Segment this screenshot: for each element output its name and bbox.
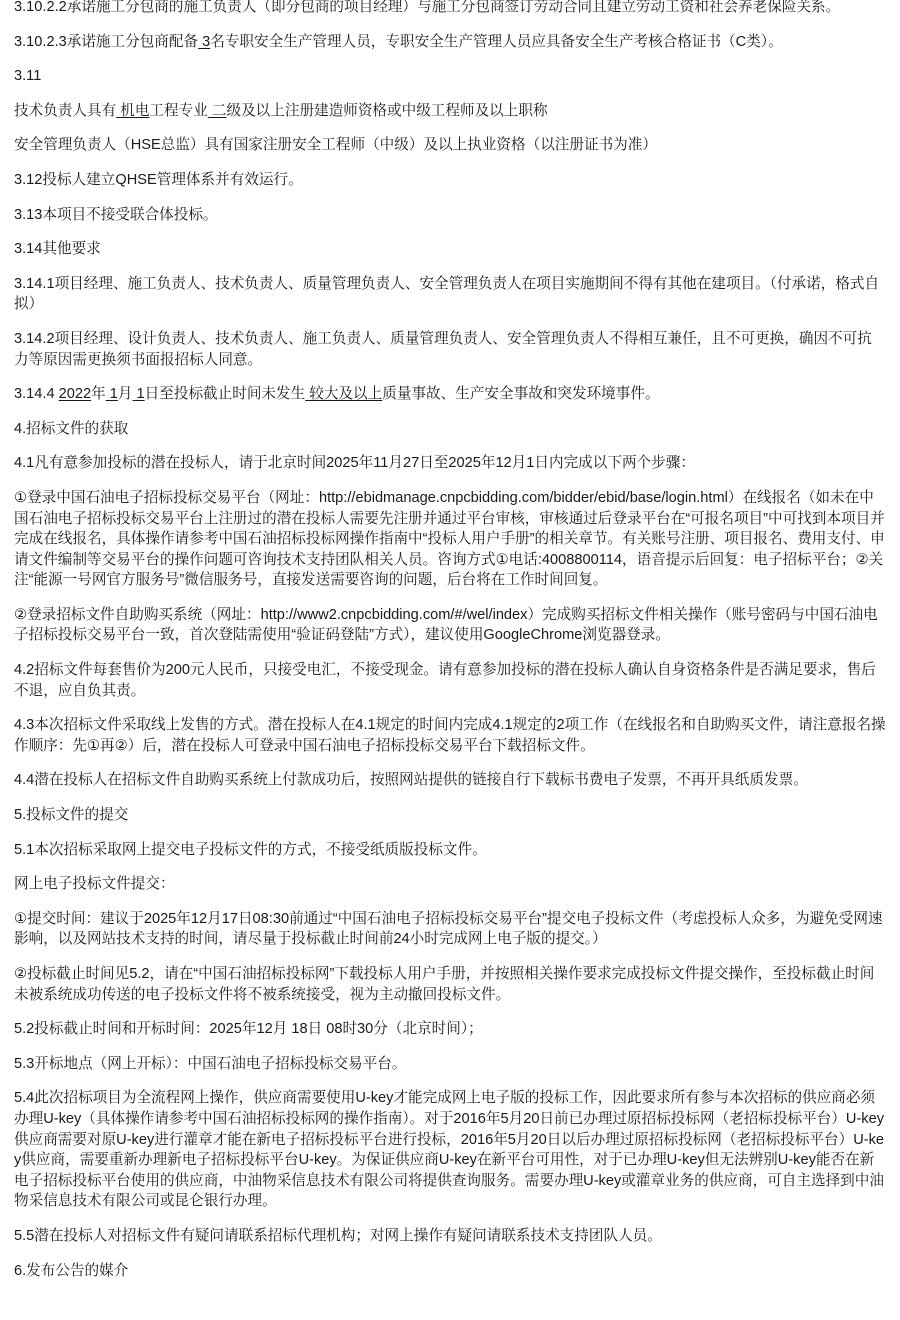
clause-text: 级及以上注册建造师资格或中级工程师及以上职称 (226, 102, 548, 119)
clause-4-2: 4.2招标文件每套售价为200元人民币，只接受电汇，不接受现金。请有意参加投标的潜在投标人确认自身资格条件是否满足要求，售后不退，应自负其责。 (14, 662, 876, 699)
clause-text: 日至投标截止时间未发生 (144, 386, 306, 403)
clause-4-1-step-1: ①登录中国石油电子招标投标交易平台（网址：http://ebidmanage.cnpcbidding.com/bidder/ebid/base/login.html）在线报名（如未在中国石油电子招标投标交易平台上注册过的潜在投标人需要先注册并通过平台审核，审核通过后登录平台在“可报名项目”中可找到本项目并完成在线报名，具体操作请参考中国石油招标投标网操作指南中“投标人用户手册”的相关章节。有关账号注册、项目报名、费用支付、申请文件编制等交易平台的操作问题可咨询技术支持团队相关人员。咨询方式①电话:4008800114，语音提示后回复：电子招标平台；②关注“能源一号网官方服务号”微信服务号，直接发送需要咨询的问题，后台将在工作时间回复。 (14, 489, 885, 589)
clause-4-1-step-2: ②登录招标文件自助购买系统（网址：http://www2.cnpcbidding.com/#/wel/index）完成购买招标文件相关操作（账号密码与中国石油电子招标投标交易平台一致，首次登陆需使用“验证码登陆”方式），建议使用GoogleChrome浏览器登录。 (14, 606, 878, 644)
clause-text: 工程专业 (149, 102, 208, 119)
clause-5-4: 5.4此次招标项目为全流程网上操作，供应商需要使用U-key才能完成网上电子版的投标工作，因此要求所有参与本次招标的供应商必须办理U-key（具体操作请参考中国石油招标投标网的操作指南）。对于2016年5月20日前已办理过原招标投标网（老招标投标平台）U-key供应商需要对原U-key进行灌章才能在新电子招标投标平台进行投标，2016年5月20日以后办理过原招标投标网（老招标投标平台）U-key供应商，需要重新办理新电子招标投标平台U-key。为保证供应商U-key在新平台可用性，对于已办理U-key但无法辨别U-key能否在新电子招标投标平台使用的供应商，中油物采信息技术有限公司将提供查询服务。需要办理U-key或灌章业务的供应商，可自主选择到中油物采信息技术有限公司或昆仑银行办理。 (14, 1090, 885, 1210)
underlined-day: 1 (132, 386, 145, 403)
clause-3-14-2: 3.14.2项目经理、设计负责人、技术负责人、施工负责人、质量管理负责人、安全管理负责人不得相互兼任，且不可更换，确因不可抗力等原因需更换须书面报招标人同意。 (14, 330, 872, 368)
clause-3-11-safety-lead: 安全管理负责人（HSE总监）具有国家注册安全工程师（中级）及以上执业资格（以注册证书为准） (14, 137, 657, 154)
section-6-heading: 6.发布公告的媒介 (14, 1262, 129, 1279)
clause-3-14-heading: 3.14其他要求 (14, 241, 101, 258)
clause-4-1: 4.1凡有意参加投标的潜在投标人，请于北京时间2025年11月27日至2025年12月1日内完成以下两个步骤： (14, 455, 695, 472)
clause-text: 名专职安全生产管理人员，专职安全生产管理人员应具备安全生产考核合格证书（C类）。 (210, 33, 783, 50)
clause-5-5: 5.5潜在投标人对招标文件有疑问请联系招标代理机构；对网上操作有疑问请联系技术支持团队人员。 (14, 1227, 662, 1244)
clause-3-13: 3.13本项目不接受联合体投标。 (14, 206, 218, 223)
clause-text: 3.10.2.3承诺施工分包商配备 (14, 33, 199, 50)
clause-5-2: 5.2投标截止时间和开标时间：2025年12月 18日 08时30分（北京时间）； (14, 1021, 483, 1038)
underlined-month: 1 (105, 386, 118, 403)
underlined-count: 3 (198, 33, 211, 50)
clause-4-3: 4.3本次招标文件采取线上发售的方式。潜在投标人在4.1规定的时间内完成4.1规定的2项工作（在线报名和自助购买文件，请注意报名操作顺序：先①再②）后，潜在投标人可登录中国石油电子招标投标交易平台下载招标文件。 (14, 717, 886, 754)
clause-3-12: 3.12投标人建立QHSE管理体系并有效运行。 (14, 171, 303, 188)
section-5-heading: 5.投标文件的提交 (14, 807, 129, 824)
clause-5-1: 5.1本次招标采取网上提交电子投标文件的方式，不接受纸质版投标文件。 (14, 841, 487, 858)
clause-5-3: 5.3开标地点（网上开标）：中国石油电子招标投标交易平台。 (14, 1055, 407, 1072)
clause-3-11-tech-lead (14, 101, 886, 122)
clause-text: 技术负责人具有 (14, 102, 117, 119)
clause-3-14-1: 3.14.1项目经理、施工负责人、技术负责人、质量管理负责人、安全管理负责人在项目实施期间不得有其他在建项目。（付承诺，格式自拟） (14, 275, 880, 313)
clause-text: 质量事故、生产安全事故和突发环境事件。 (382, 386, 660, 403)
clause-3-10-2-2: 3.10.2.2承诺施工分包商的施工负责人（即分包商的项目经理）与施工分包商签订劳动合同且建立劳动工资和社会养老保险关系。 (14, 0, 841, 15)
clause-text: 年 (91, 386, 106, 403)
clause-3-10-2-3 (14, 32, 886, 53)
underlined-severity: 较大及以上 (305, 386, 383, 403)
clause-text: 3.14.4 (14, 386, 59, 403)
clause-text: 月 (117, 386, 133, 403)
section-4-heading: 4.招标文件的获取 (14, 420, 129, 437)
underlined-grade: 二 (207, 102, 227, 119)
clause-3-11-heading: 3.11 (14, 68, 42, 85)
clause-5-1-online-submission: 网上电子投标文件提交： (14, 876, 175, 893)
clause-3-14-4 (14, 384, 886, 405)
clause-4-4: 4.4潜在投标人在招标文件自助购买系统上付款成功后，按照网站提供的链接自行下载标书费电子发票，不再开具纸质发票。 (14, 772, 808, 789)
clause-5-1-step-2: ②投标截止时间见5.2，请在“中国石油招标投标网”下载投标人用户手册，并按照相关操作要求完成投标文件提交操作，至投标截止时间未被系统成功传送的电子投标文件将不被系统接受，视为主动撤回投标文件。 (14, 966, 875, 1003)
clause-5-1-step-1: ①提交时间：建议于2025年12月17日08:30前通过“中国石油电子招标投标交易平台”提交电子投标文件（考虑投标人众多，为避免受网速影响，以及网站技术支持的时间，请尽量于投标截止时间前24小时完成网上电子版的提交。） (14, 910, 883, 948)
underlined-year: 2022 (58, 386, 92, 403)
underlined-specialty: 机电 (116, 102, 150, 119)
